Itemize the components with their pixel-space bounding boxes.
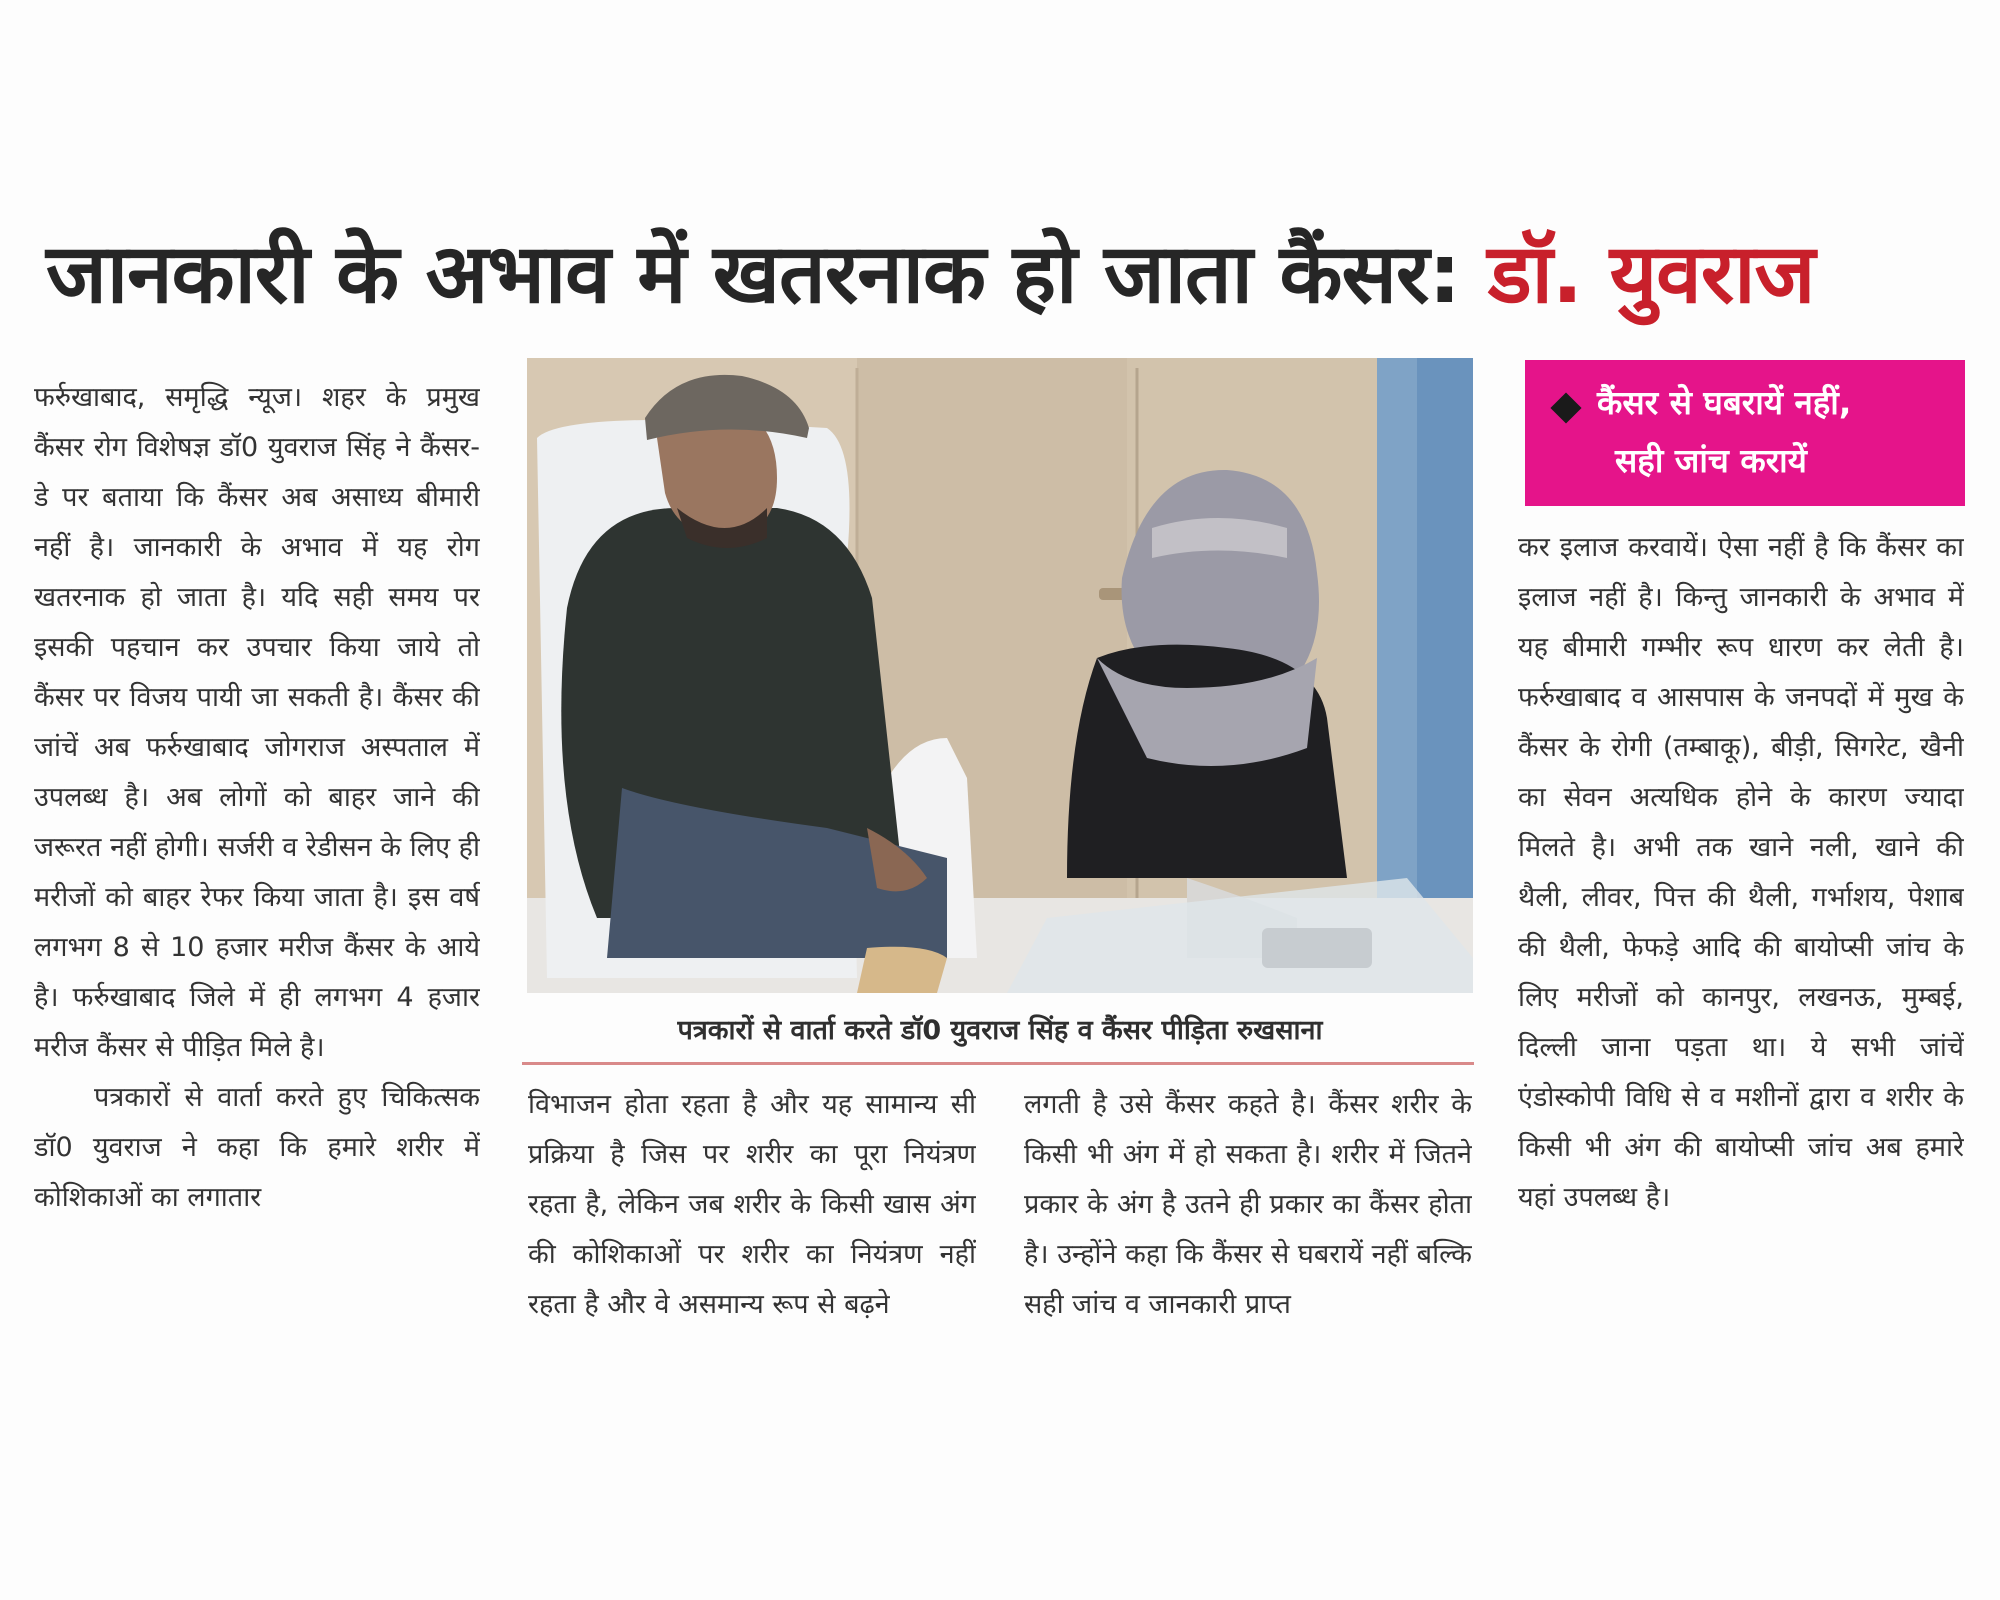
article-paragraph: फर्रुखाबाद, समृद्धि न्यूज। शहर के प्रमुख कैंसर रोग विशेषज्ञ डॉ0 युवराज सिंह ने कैंसर-डे पर बताया कि कैंसर अब असाध्य बीमारी नहीं है। जानकारी के अभाव में यह रोग खतरनाक हो जाता है। यदि सही समय पर इसकी पहचान कर उपचार किया जाये तो कैंसर पर विजय पायी जा सकती है। कैंसर की जांचें अब फर्रुखाबाद जोगराज अस्पताल में उपलब्ध है। अब लोगों को बाहर जाने की जरूरत नहीं होगी। सर्जरी व रेडीसन के लिए ही मरीजों को बाहर रेफर किया जाता है। इस वर्ष लगभग 8 से 10 हजार मरीज कैंसर के आये है। फर्रुखाबाद जिले में ही लगभग 4 हजार मरीज कैंसर से पीड़ित मिले है। [34, 382, 480, 1063]
article-column-right [1518, 523, 1964, 1383]
article-paragraph: लगती है उसे कैंसर कहते है। कैंसर शरीर के किसी भी अंग में हो सकता है। शरीर में जितने प्रकार के अंग है उतने ही प्रकार का कैंसर होता है। उन्होंने कहा कि कैंसर से घबरायें नहीं बल्कि सही जांच व जानकारी प्राप्त [1024, 1089, 1472, 1320]
photo-doctor-and-patient [527, 358, 1473, 993]
callout-box [1525, 360, 1965, 506]
article-column-middle-2 [1024, 1080, 1472, 1380]
article-column-middle-1 [528, 1080, 976, 1380]
photo-caption: पत्रकारों से वार्ता करते डॉ0 युवराज सिंह व कैंसर पीड़िता रुखसाना [677, 1015, 1323, 1046]
callout-line-2: सही जांच करायें [1615, 441, 1807, 480]
article-paragraph: विभाजन होता रहता है और यह सामान्य सी प्रक्रिया है जिस पर शरीर का पूरा नियंत्रण रहता है, लेकिन जब शरीर के किसी खास अंग की कोशिकाओं पर शरीर का नियंत्रण नहीं रहता है और वे असमान्य रूप से बढ़ने [528, 1089, 976, 1320]
article-paragraph: कर इलाज करवायें। ऐसा नहीं है कि कैंसर का इलाज नहीं है। किन्तु जानकारी के अभाव में यह बीमारी गम्भीर रूप धारण कर लेती है। फर्रुखाबाद व आसपास के जनपदों में मुख के कैंसर के रोगी (तम्बाकू), बीड़ी, सिगरेट, खैनी का सेवन अत्यधिक होने के कारण ज्यादा मिलते है। अभी तक खाने नली, खाने की थैली, लीवर, पित्त की थैली, गर्भाशय, पेशाब की थैली, फेफड़े आदि की बायोप्सी जांच के लिए मरीजों को कानपुर, लखनऊ, मुम्बई, दिल्ली जाना पड़ता था। ये सभी जांचें एंडोस्कोपी विधि से व मशीनों द्वारा व शरीर के किसी भी अंग की बायोप्सी जांच अब हमारे यहां उपलब्ध है। [1518, 532, 1964, 1213]
headline-accent-name: डॉ. युवराज [1487, 227, 1815, 322]
article-paragraph: पत्रकारों से वार्ता करते हुए चिकित्सक डॉ0 युवराज ने कहा कि हमारे शरीर में कोशिकाओं का लगातार [34, 1082, 480, 1213]
article-column-left [34, 373, 480, 1383]
headline-main: जानकारी के अभाव में खतरनाक हो जाता कैंसर: [46, 227, 1488, 322]
diamond-bullet-icon [1550, 392, 1581, 423]
caption-divider [522, 1062, 1474, 1065]
article-photo [527, 358, 1473, 993]
headline [46, 215, 1966, 335]
callout-line-1: कैंसर से घबरायें नहीं, [1597, 383, 1852, 422]
